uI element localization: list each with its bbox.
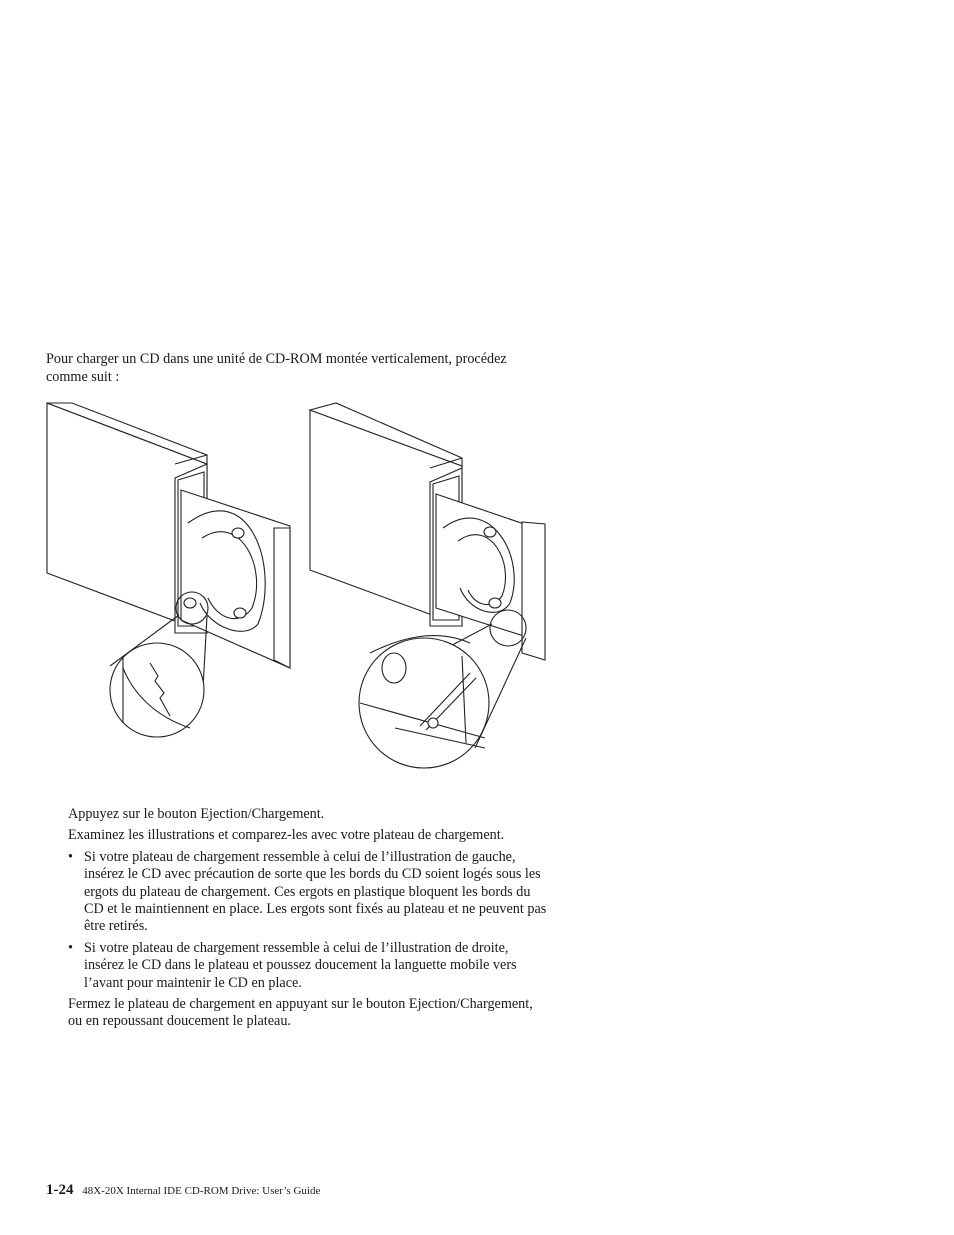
step-1: Appuyez sur le bouton Ejection/Chargement. [68,806,325,822]
page-footer [46,1182,320,1199]
list-item: • Si votre plateau de chargement ressemble à celui de l’illustration de droite, insérez le CD dans le plateau et poussez doucement la languette mobile vers l’avant pour maintenir le CD en place. [68,939,517,991]
list-item: • Si votre plateau de chargement ressemble à celui de l’illustration de gauche, insérez le CD avec précaution de sorte que les bords du CD soient logés sous les ergots du plateau de chargement. Ces ergots en plastique bloquent les bords du CD et le maintiennent en place. Les ergots sont fixés au plateau et ne peuvent pas être retirés. [68,848,547,935]
page-number: 1-24 [46,1182,74,1198]
instructions [68,806,548,1035]
tray-type-list [68,849,548,992]
intro-paragraph: Pour charger un CD dans une unité de CD-ROM montée verticalement, procédez comme suit : [46,351,507,385]
cd-tray-illustration [40,398,550,773]
left-zoom-circle [110,643,204,737]
bullet-icon: • [68,848,73,865]
right-zoom-circle [359,636,489,768]
step-2: Examinez les illustrations et comparez-les avec votre plateau de chargement. [68,827,505,844]
step-3: Fermez le plateau de chargement en appuyant sur le bouton Ejection/Chargement, ou en repoussant doucement le plateau. [68,996,533,1030]
footer-title: 48X-20X Internal IDE CD-ROM Drive: User’s Guide [82,1185,321,1197]
bullet-icon: • [68,939,73,956]
